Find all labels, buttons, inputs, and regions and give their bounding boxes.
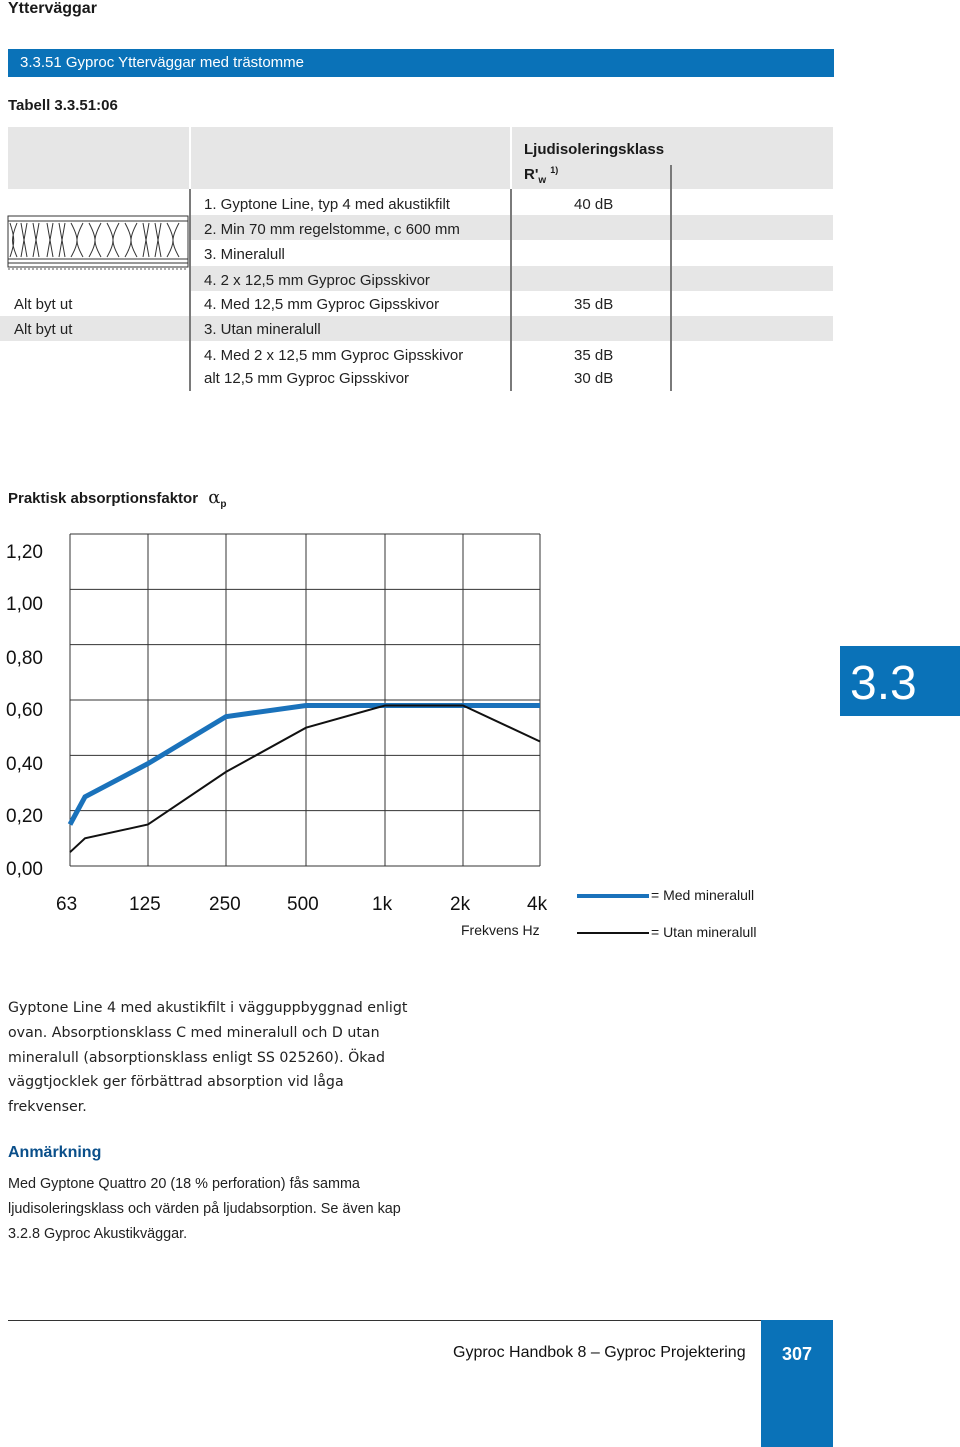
x-tick-label: 63 (56, 894, 78, 915)
x-tick-label: 2k (450, 894, 471, 915)
header-rw (524, 165, 558, 186)
legend (577, 884, 777, 944)
table-caption: Tabell 3.3.51:06 (8, 97, 118, 114)
column-divider (189, 189, 191, 391)
description-paragraph: Gyptone Line 4 med akustikfilt i vägguppbyggnad enligt ovan. Absorptionsklass C med mineralull och D utan mineralull (absorptionsklass enligt SS 025260). Ökad väggtjocklek ger förbättrad absorption vid låga frekvenser. (8, 1000, 408, 1116)
legend-swatch-utan (577, 932, 649, 934)
y-tick-label: 0,60 (6, 700, 43, 721)
footer-rule (8, 1320, 768, 1321)
chapter-tab (840, 646, 960, 716)
x-tick-label: 125 (129, 894, 161, 915)
row-description: 1. Gyptone Line, typ 4 med akustikfilt (204, 196, 450, 213)
chart-title (8, 487, 227, 510)
row-description: 4. Med 12,5 mm Gyproc Gipsskivor (204, 296, 440, 313)
table-header-sep (510, 127, 512, 189)
row-description: 4. Med 2 x 12,5 mm Gyproc Gipsskivor (204, 347, 464, 364)
page-number-badge (761, 1320, 833, 1447)
legend-label-med: = Med mineralull (651, 887, 755, 903)
row-description: 4. 2 x 12,5 mm Gyproc Gipsskivor (204, 272, 430, 289)
wall-section-drawing (7, 213, 189, 273)
y-tick-label: 0,20 (6, 806, 43, 827)
row-value: 30 dB (574, 370, 614, 387)
x-tick-label: 500 (287, 894, 319, 915)
y-tick-label: 1,00 (6, 594, 43, 615)
header-sound-class: Ljudisoleringsklass (524, 141, 665, 158)
note-text: Med Gyptone Quattro 20 (18 % perforation) fås samma ljudisoleringsklass och värden på ljudabsorption. Se även kap 3.2.8 Gyproc Akustikväggar. (8, 1176, 401, 1242)
x-axis-label: Frekvens Hz (461, 922, 540, 938)
row-value: 40 dB (574, 196, 614, 213)
chart-alpha-symbol: α (208, 487, 221, 508)
rw-symbol: R' (524, 166, 539, 183)
chart-alpha-subscript: p (220, 499, 227, 510)
x-tick-label: 4k (527, 894, 548, 915)
row-left-label: Alt byt ut (14, 296, 73, 313)
series-line-utan-mineralull (70, 706, 540, 853)
y-tick-label: 0,40 (6, 754, 43, 775)
table-header-sep (189, 127, 191, 189)
chart-title-text: Praktisk absorptionsfaktor (8, 490, 199, 507)
row-description: 3. Utan mineralull (204, 321, 321, 338)
row-band (0, 316, 833, 341)
data-table (0, 125, 840, 395)
y-tick-label: 1,20 (6, 542, 43, 563)
page-title: Ytterväggar (8, 0, 97, 17)
row-description: alt 12,5 mm Gyproc Gipsskivor (204, 370, 410, 387)
absorption-chart (0, 520, 560, 880)
row-value: 35 dB (574, 347, 614, 364)
series-line-med-mineralull (70, 706, 540, 825)
y-tick-label: 0,80 (6, 648, 43, 669)
legend-swatch-med (577, 894, 649, 898)
y-tick-label: 0,00 (6, 859, 43, 880)
column-divider (670, 165, 672, 391)
x-tick-label: 1k (372, 894, 393, 915)
note-heading: Anmärkning (8, 1144, 102, 1161)
x-tick-label: 250 (209, 894, 241, 915)
row-value: 35 dB (574, 296, 614, 313)
rw-footnote: 1) (550, 165, 559, 175)
row-description: 2. Min 70 mm regelstomme, c 600 mm (204, 221, 460, 238)
row-left-label: Alt byt ut (14, 321, 73, 338)
row-description: 3. Mineralull (204, 246, 285, 263)
footer-book-title: Gyproc Handbok 8 – Gyproc Projektering (453, 1344, 746, 1361)
rw-subscript: w (538, 175, 547, 186)
legend-label-utan: = Utan mineralull (651, 924, 757, 940)
page-number: 307 (781, 1344, 813, 1364)
chapter-tab-label: 3.3 (850, 657, 917, 710)
table-header-band (8, 127, 833, 189)
section-header: 3.3.51 Gyproc Ytterväggar med trästomme (8, 49, 834, 77)
column-divider (510, 189, 512, 391)
